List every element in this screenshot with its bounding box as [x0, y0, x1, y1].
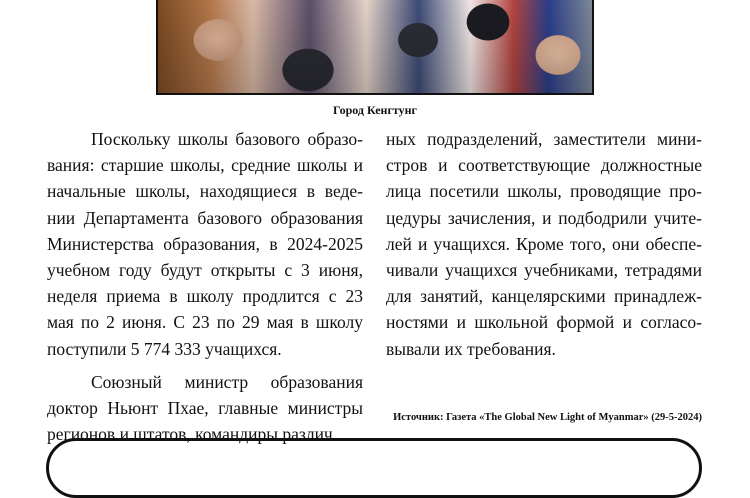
article-column-right	[386, 126, 702, 362]
source-note: Источник: Газета «The Global New Light of Myanmar» (29-5-2024)	[393, 412, 702, 423]
article-photo	[156, 0, 594, 95]
article-column-left	[47, 126, 363, 447]
paragraph: Союзный министр образования доктор Ньюнт Пхае, главные министры регионов и штатов, командиры различ	[47, 371, 363, 445]
paragraph: ных подразделений, заместители министров и соответствующие должностные лица посетили школы, проводящие процедуры зачисления, и подбодрили учителей и учащихся. Кроме того, они обеспечивали учащихся учебниками, тетрадями для занятий, канцелярскими принадлежностями и школьной формой и согласовывали их требования.	[386, 129, 702, 359]
photo-caption: Город Кенгтунг	[332, 103, 417, 117]
paragraph: Поскольку школы базового образования: старшие школы, средние школы и начальные школы, находящиеся в ведении Департамента базового образования Министерства образования, в 2024-2025 учебном году будут открыты с 3 июня, неделя приема в школу продлится с 23 мая по 2 июня. С 23 по 29 мая в школу поступили 5 774 333 учащихся.	[47, 129, 363, 359]
photo-shade	[158, 0, 592, 93]
rounded-frame	[46, 438, 702, 498]
